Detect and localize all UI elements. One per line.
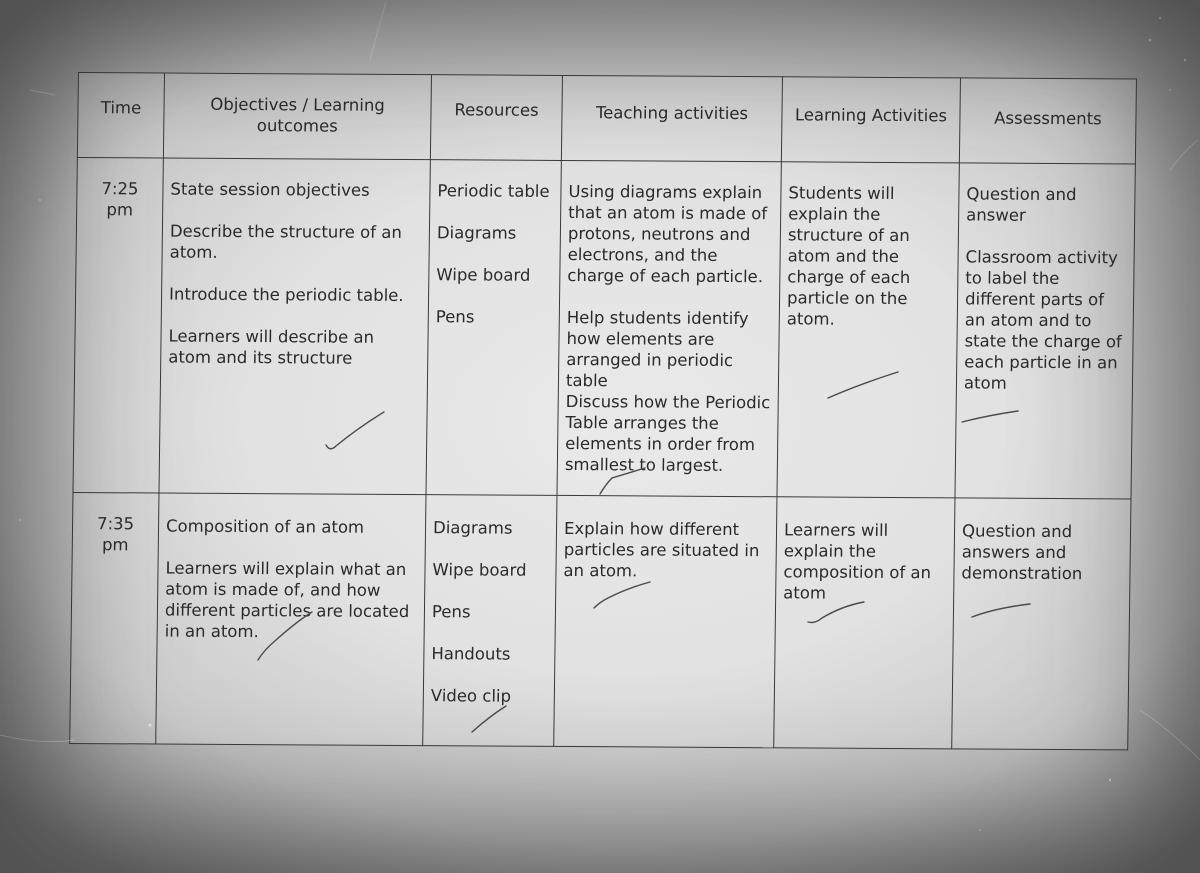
learning-cell	[777, 162, 959, 498]
resource-item: Wipe board	[432, 560, 527, 580]
learning-item: Learners will explain the composition of an atom	[783, 520, 932, 603]
header-objectives: Objectives / Learning outcomes	[163, 73, 431, 160]
header-teaching-activities: Teaching activities	[561, 75, 782, 161]
resources-cell	[426, 160, 561, 496]
session-time: 7:35 pm	[96, 514, 135, 555]
resource-item: Video clip	[430, 686, 512, 706]
objective-item: Learners will explain what an atom is made of, and how different particles are located in an atom.	[164, 558, 410, 642]
header-assessments: Assessments	[959, 78, 1136, 164]
teaching-item: Explain how different particles are situated in an atom.	[563, 518, 760, 581]
resource-item: Handouts	[431, 644, 511, 664]
lesson-plan-table-wrapper	[69, 72, 1136, 753]
resource-item: Periodic table	[437, 181, 550, 201]
header-resources: Resources	[430, 75, 562, 161]
header-learning-activities: Learning Activities	[781, 77, 960, 163]
table-row	[70, 492, 1131, 749]
table-row	[73, 157, 1135, 498]
teaching-cell	[557, 160, 781, 496]
session-time: 7:25 pm	[101, 179, 139, 220]
assessment-item: Classroom activity to label the different parts of an atom and to state the charge of each particle in an atom	[963, 247, 1122, 393]
resource-item: Pens	[431, 602, 471, 622]
resource-item: Wipe board	[436, 265, 531, 285]
objective-item: Learners will describe an atom and its structure	[168, 326, 375, 368]
resources-cell	[423, 495, 557, 747]
learning-cell	[774, 497, 955, 749]
teaching-item: Help students identify how elements are arranged in periodic table	[565, 307, 749, 391]
teaching-cell	[554, 495, 777, 747]
resource-item: Diagrams	[432, 518, 513, 538]
teaching-item: Discuss how the Periodic Table arranges the elements in order from smallest to largest.	[564, 391, 771, 475]
assessments-cell	[955, 163, 1135, 499]
resource-item: Diagrams	[436, 223, 517, 243]
time-cell	[70, 492, 159, 744]
time-cell	[73, 157, 163, 493]
learning-item: Students will explain the structure of an atom and the charge of each particle on the atom.	[786, 183, 911, 329]
objectives-cell	[156, 493, 426, 746]
objectives-cell	[159, 158, 430, 495]
objective-item: Describe the structure of an atom.	[169, 221, 402, 262]
assessment-item: Question and answer	[966, 184, 1077, 225]
objective-item: State session objectives	[170, 179, 370, 200]
assessments-cell	[952, 498, 1131, 750]
resource-item: Pens	[435, 307, 475, 327]
objective-item: Composition of an atom	[165, 516, 365, 537]
header-row	[77, 73, 1136, 164]
teaching-item: Using diagrams explain that an atom is made of protons, neutrons and electrons, and the charge of each particle.	[567, 181, 768, 287]
lesson-plan-table	[69, 72, 1137, 750]
header-time: Time	[77, 73, 164, 159]
assessment-item: Question and answers and demonstration	[961, 521, 1083, 584]
objective-item: Introduce the periodic table.	[168, 284, 404, 305]
